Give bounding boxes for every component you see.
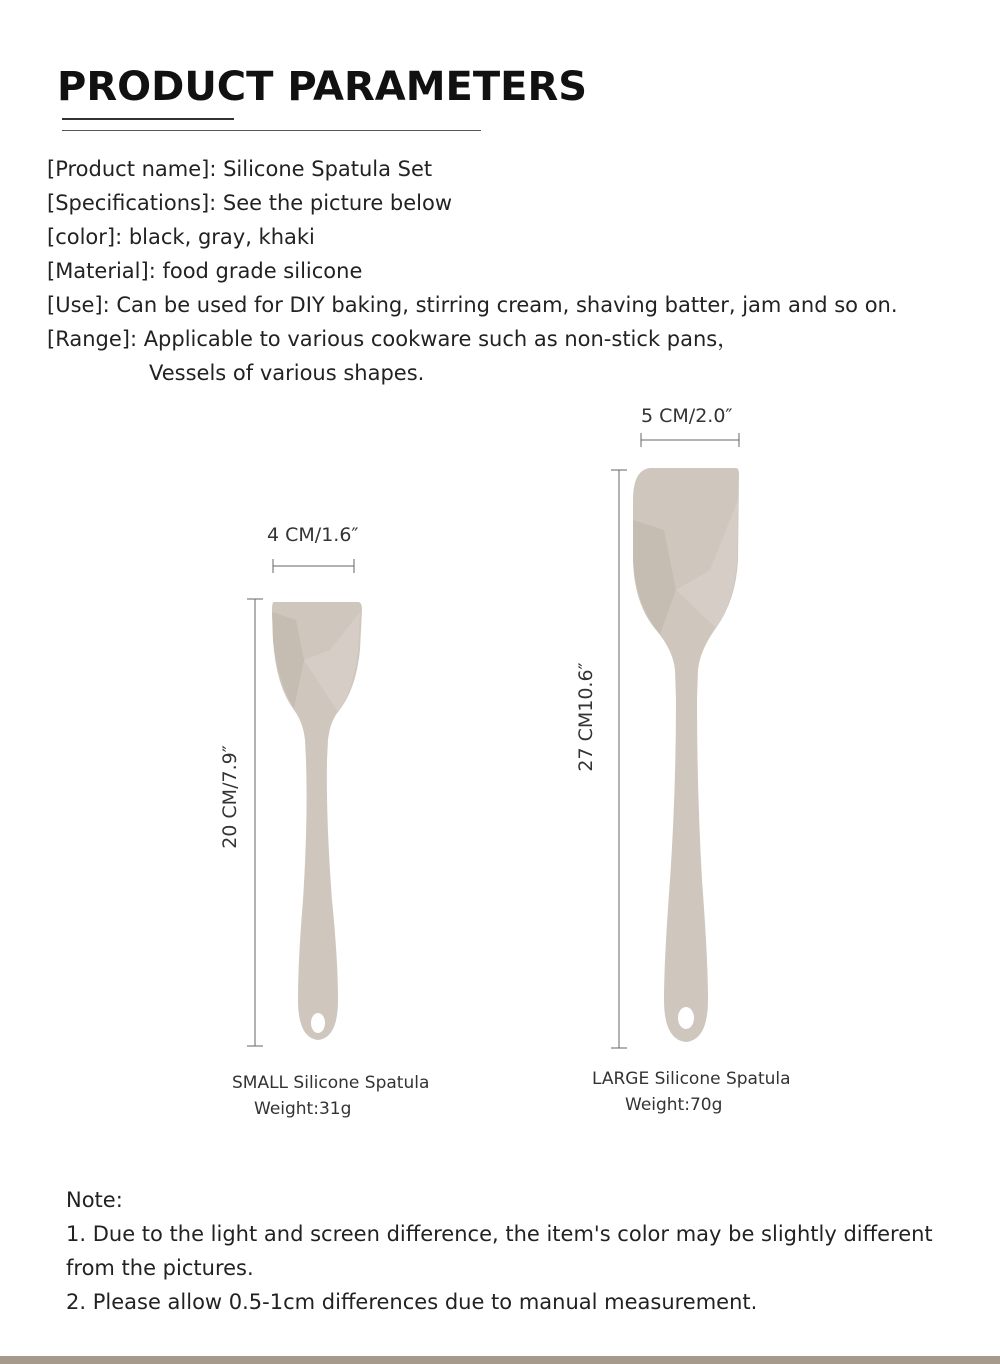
param-range-continuation: Vessels of various shapes. <box>149 361 425 385</box>
large-spatula-name: LARGE Silicone Spatula <box>592 1069 791 1089</box>
bottom-bar <box>0 1356 1000 1364</box>
small-spatula-name: SMALL Silicone Spatula <box>232 1073 430 1093</box>
large-width-label: 5 CM/2.0″ <box>641 405 733 427</box>
small-length-label: 20 CM/7.9″ <box>219 745 241 849</box>
small-spatula-caption <box>232 1070 429 1122</box>
param-range: [Range]: Applicable to various cookware such as non-stick pans， <box>47 327 739 351</box>
small-width-dimension-line <box>273 559 354 573</box>
param-product-name: [Product name]: Silicone Spatula Set <box>47 157 433 181</box>
note-section <box>66 1183 966 1319</box>
large-width-dimension-line <box>641 433 739 447</box>
large-spatula-weight: Weight:70g <box>625 1095 723 1115</box>
param-material: [Material]: food grade silicone <box>47 259 363 283</box>
large-spatula-caption <box>592 1066 791 1118</box>
param-use: [Use]: Can be used for DIY baking, stirring cream, shaving batter, jam and so on. <box>47 293 898 317</box>
note-line-1: 1. Due to the light and screen difference, the item's color may be slightly different from the pictures. <box>66 1222 933 1280</box>
small-length-dimension-line <box>247 599 263 1046</box>
small-width-label: 4 CM/1.6″ <box>267 524 359 546</box>
note-line-2: 2. Please allow 0.5-1cm differences due to manual measurement. <box>66 1290 758 1314</box>
page-title: PRODUCT PARAMETERS <box>57 64 588 110</box>
large-length-label: 27 CM10.6″ <box>575 662 597 772</box>
large-spatula-icon <box>633 468 739 1042</box>
note-heading: Note: <box>66 1188 123 1212</box>
param-color: [color]: black, gray, khaki <box>47 225 315 249</box>
small-spatula-icon <box>272 602 362 1040</box>
param-specifications: [Specifications]: See the picture below <box>47 191 453 215</box>
small-spatula-weight: Weight:31g <box>254 1099 352 1119</box>
large-length-dimension-line <box>611 470 627 1048</box>
